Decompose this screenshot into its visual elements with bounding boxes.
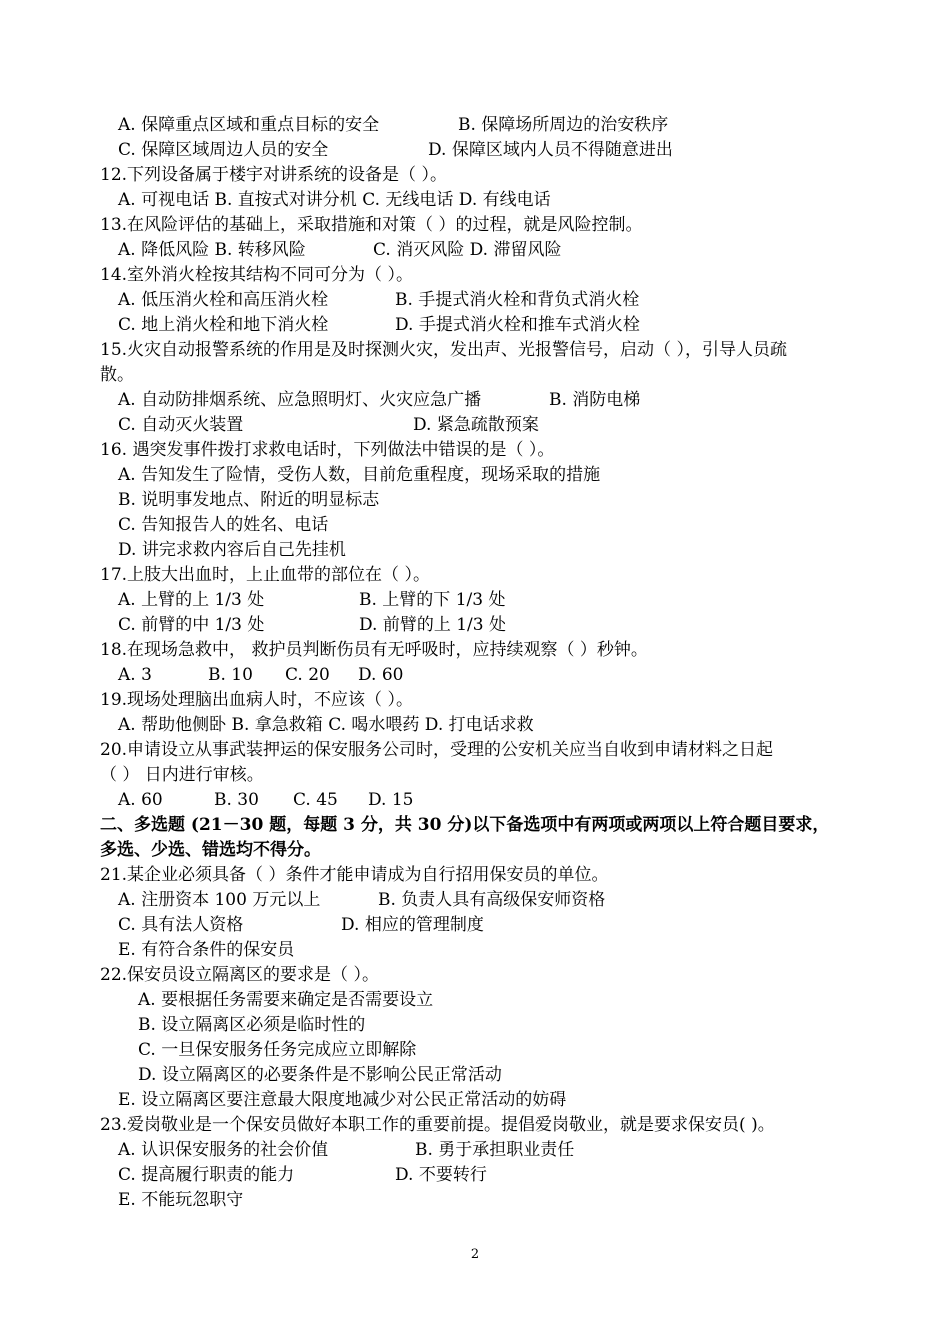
text-line: D. 相应的管理制度 [341, 915, 484, 935]
question-text: 13.在风险评估的基础上，采取措施和对策（ ）的过程，就是风险控制。 [100, 215, 643, 235]
text-line: E. 不能玩忽职守 [118, 1190, 244, 1210]
question-text: 14.室外消火栓按其结构不同可分为（ ）。 [100, 265, 413, 285]
text-line: D. 前臂的上 1/3 处 [359, 615, 506, 635]
text-line: A. 降低风险 B. 转移风险 [118, 240, 306, 260]
section-heading: 多选、少选、错选均不得分。 [100, 840, 321, 860]
text-line: D. 手提式消火栓和推车式消火栓 [395, 315, 640, 335]
text-line: A. 要根据任务需要来确定是否需要设立 [138, 990, 434, 1010]
text-line: C. 具有法人资格 [118, 915, 244, 935]
text-line: B. 10 [208, 665, 253, 685]
text-line: C. 地上消火栓和地下消火栓 [118, 315, 329, 335]
text-line: A. 保障重点区域和重点目标的安全 [118, 115, 380, 135]
section-heading: 二、多选题 (21－30 题，每题 3 分，共 30 分)以下备选项中有两项或两项以上符合题目要求， [100, 815, 830, 835]
text-line: C. 自动灭火装置 [118, 415, 244, 435]
question-text: 15.火灾自动报警系统的作用是及时探测火灾，发出声、光报警信号，启动（ ），引导人员疏 [100, 340, 787, 360]
question-text: 22.保安员设立隔离区的要求是（ ）。 [100, 965, 379, 985]
text-line: A. 自动防排烟系统、应急照明灯、火灾应急广播 [118, 390, 482, 410]
text-line: C. 消灭风险 D. 滞留风险 [373, 240, 562, 260]
text-line: D. 15 [368, 790, 414, 810]
question-text: 12.下列设备属于楼宇对讲系统的设备是（ ）。 [100, 165, 447, 185]
question-text: 16. 遇突发事件拨打求救电话时，下列做法中错误的是（ ）。 [100, 440, 555, 460]
text-line: D. 设立隔离区的必要条件是不影响公民正常活动 [138, 1065, 502, 1085]
text-line: C. 一旦保安服务任务完成应立即解除 [138, 1040, 417, 1060]
text-line: A. 上臂的上 1/3 处 [118, 590, 265, 610]
text-line: D. 60 [358, 665, 404, 685]
text-line: C. 前臂的中 1/3 处 [118, 615, 265, 635]
text-line: B. 30 [214, 790, 259, 810]
text-line: C. 20 [285, 665, 330, 685]
question-text: 17.上肢大出血时，上止血带的部位在（ ）。 [100, 565, 430, 585]
text-line: A. 60 [118, 790, 163, 810]
question-text: 散。 [100, 365, 134, 385]
text-line: B. 勇于承担职业责任 [415, 1140, 575, 1160]
text-line: B. 消防电梯 [549, 390, 641, 410]
text-line: A. 可视电话 B. 直按式对讲分机 C. 无线电话 D. 有线电话 [118, 190, 551, 210]
question-text: 18.在现场急救中， 救护员判断伤员有无呼吸时，应持续观察（ ）秒钟。 [100, 640, 648, 660]
text-line: A. 认识保安服务的社会价值 [118, 1140, 329, 1160]
question-text: 20.申请设立从事武装押运的保安服务公司时，受理的公安机关应当自收到申请材料之日起 [100, 740, 774, 760]
text-line: B. 说明事发地点、附近的明显标志 [118, 490, 380, 510]
text-line: B. 上臂的下 1/3 处 [359, 590, 506, 610]
text-line: D. 保障区域内人员不得随意进出 [428, 140, 673, 160]
text-line: A. 低压消火栓和高压消火栓 [118, 290, 329, 310]
text-line: E. 有符合条件的保安员 [118, 940, 295, 960]
text-line: A. 注册资本 100 万元以上 [118, 890, 321, 910]
text-line: C. 告知报告人的姓名、电话 [118, 515, 329, 535]
text-line: B. 负责人具有高级保安师资格 [378, 890, 606, 910]
text-line: B. 设立隔离区必须是临时性的 [138, 1015, 366, 1035]
question-text: 21.某企业必须具备（ ）条件才能申请成为自行招用保安员的单位。 [100, 865, 609, 885]
question-text: （ ） 日内进行审核。 [100, 765, 264, 785]
text-line: D. 紧急疏散预案 [413, 415, 539, 435]
text-line: E. 设立隔离区要注意最大限度地减少对公民正常活动的妨碍 [118, 1090, 567, 1110]
text-line: D. 不要转行 [395, 1165, 487, 1185]
text-line: A. 帮助他侧卧 B. 拿急救箱 C. 喝水喂药 D. 打电话求救 [118, 715, 534, 735]
text-line: C. 45 [293, 790, 338, 810]
text-line: B. 手提式消火栓和背负式消火栓 [395, 290, 640, 310]
page-number: 2 [470, 1247, 480, 1262]
text-line: C. 保障区域周边人员的安全 [118, 140, 329, 160]
text-line: A. 3 [118, 665, 152, 685]
text-line: B. 保障场所周边的治安秩序 [458, 115, 669, 135]
text-line: C. 提高履行职责的能力 [118, 1165, 295, 1185]
question-text: 23.爱岗敬业是一个保安员做好本职工作的重要前提。提倡爱岗敬业，就是要求保安员( )。 [100, 1115, 775, 1135]
question-text: 19.现场处理脑出血病人时，不应该（ ）。 [100, 690, 413, 710]
text-line: D. 讲完求救内容后自己先挂机 [118, 540, 346, 560]
text-line: A. 告知发生了险情，受伤人数，目前危重程度，现场采取的措施 [118, 465, 601, 485]
